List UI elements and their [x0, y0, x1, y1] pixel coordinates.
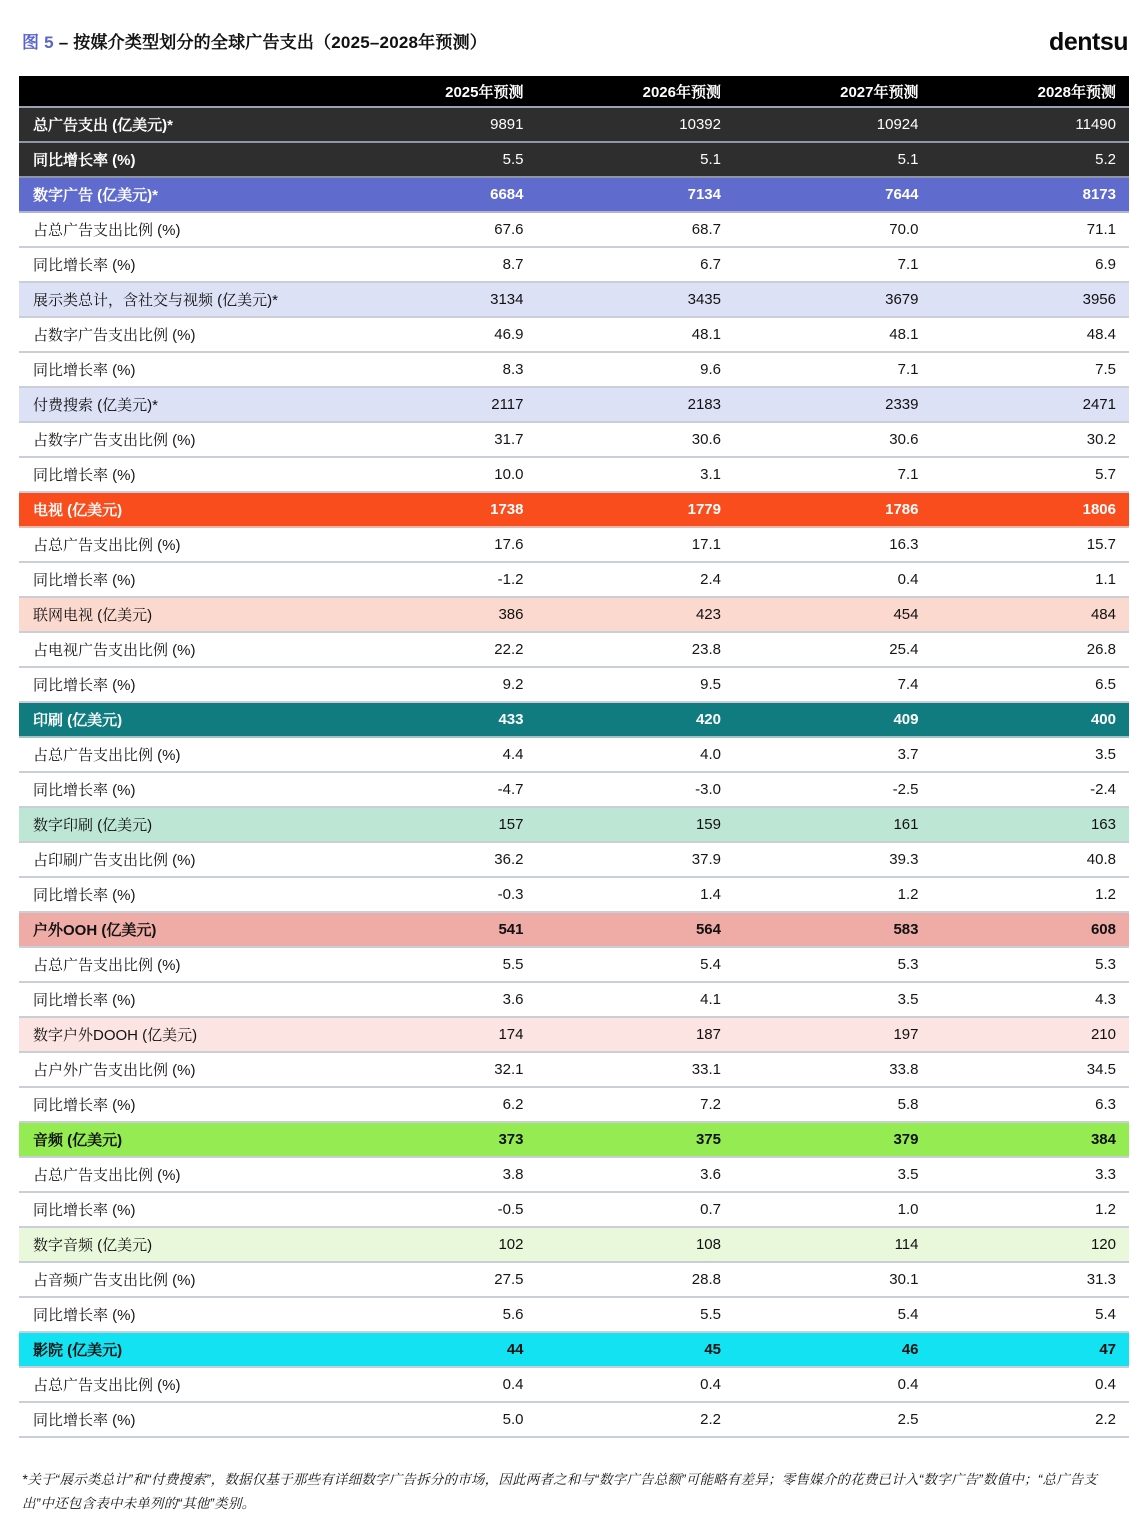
cell-value: 70.0: [734, 213, 932, 248]
row-label: 占总广告支出比例 (%): [19, 213, 339, 248]
cell-value: 4.4: [339, 738, 537, 773]
cell-value: 45: [537, 1333, 735, 1368]
cell-value: 17.6: [339, 528, 537, 563]
cell-value: 608: [932, 913, 1130, 948]
table-row: [19, 1053, 1129, 1088]
row-label: 户外OOH (亿美元): [19, 913, 339, 948]
row-label: 占总广告支出比例 (%): [19, 948, 339, 983]
cell-value: 7.2: [537, 1088, 735, 1123]
cell-value: 3.8: [339, 1158, 537, 1193]
cell-value: 30.6: [734, 423, 932, 458]
cell-value: 0.4: [932, 1368, 1130, 1403]
cell-value: 210: [932, 1018, 1130, 1053]
figure-header: [19, 24, 1129, 55]
row-label: 占数字广告支出比例 (%): [19, 318, 339, 353]
cell-value: 3.5: [734, 1158, 932, 1193]
cell-value: 16.3: [734, 528, 932, 563]
cell-value: 1.2: [734, 878, 932, 913]
table-row: [19, 248, 1129, 283]
cell-value: 6.9: [932, 248, 1130, 283]
cell-value: 1.0: [734, 1193, 932, 1228]
cell-value: 2.4: [537, 563, 735, 598]
column-header-blank: [19, 76, 339, 108]
cell-value: 7644: [734, 178, 932, 213]
row-label: 电视 (亿美元): [19, 493, 339, 528]
cell-value: 8173: [932, 178, 1130, 213]
cell-value: 68.7: [537, 213, 735, 248]
row-label: 占电视广告支出比例 (%): [19, 633, 339, 668]
cell-value: 5.5: [339, 143, 537, 178]
cell-value: 187: [537, 1018, 735, 1053]
dentsu-logo: dentsu: [1049, 28, 1128, 56]
cell-value: -0.5: [339, 1193, 537, 1228]
table-row: [19, 843, 1129, 878]
cell-value: 47: [932, 1333, 1130, 1368]
cell-value: 2183: [537, 388, 735, 423]
row-label: 同比增长率 (%): [19, 353, 339, 388]
cell-value: 9.5: [537, 668, 735, 703]
cell-value: 5.7: [932, 458, 1130, 493]
cell-value: 22.2: [339, 633, 537, 668]
table-row: [19, 178, 1129, 213]
cell-value: 9.2: [339, 668, 537, 703]
cell-value: 4.0: [537, 738, 735, 773]
cell-value: 420: [537, 703, 735, 738]
cell-value: 409: [734, 703, 932, 738]
table-row: [19, 213, 1129, 248]
cell-value: 46: [734, 1333, 932, 1368]
cell-value: -3.0: [537, 773, 735, 808]
cell-value: 5.0: [339, 1403, 537, 1438]
footnote: *关于“展示类总计”和“付费搜索”，数据仅基于那些有详细数字广告拆分的市场，因此两者之和与“数字广告总额”可能略有差异；零售媒介的花费已计入“数字广告”数值中；“总广告支出”中还包含表中未单列的“其他”类别。: [22, 1472, 1098, 1511]
cell-value: 36.2: [339, 843, 537, 878]
cell-value: 0.4: [734, 563, 932, 598]
cell-value: 23.8: [537, 633, 735, 668]
cell-value: 6.3: [932, 1088, 1130, 1123]
cell-value: 564: [537, 913, 735, 948]
cell-value: 7134: [537, 178, 735, 213]
table-row: [19, 388, 1129, 423]
cell-value: 3.6: [537, 1158, 735, 1193]
cell-value: 5.4: [932, 1298, 1130, 1333]
table-row: [19, 1263, 1129, 1298]
cell-value: 46.9: [339, 318, 537, 353]
cell-value: 3.5: [734, 983, 932, 1018]
cell-value: 3.5: [932, 738, 1130, 773]
cell-value: 30.2: [932, 423, 1130, 458]
row-label: 数字音频 (亿美元): [19, 1228, 339, 1263]
row-label: 影院 (亿美元): [19, 1333, 339, 1368]
cell-value: 157: [339, 808, 537, 843]
row-label: 同比增长率 (%): [19, 983, 339, 1018]
cell-value: 163: [932, 808, 1130, 843]
table-row: [19, 1088, 1129, 1123]
row-label: 占总广告支出比例 (%): [19, 1368, 339, 1403]
table-row: [19, 1403, 1129, 1438]
cell-value: 2471: [932, 388, 1130, 423]
row-label: 数字印刷 (亿美元): [19, 808, 339, 843]
cell-value: 48.4: [932, 318, 1130, 353]
cell-value: 8.7: [339, 248, 537, 283]
cell-value: 120: [932, 1228, 1130, 1263]
cell-value: 11490: [932, 108, 1130, 143]
cell-value: 159: [537, 808, 735, 843]
figure-title-text: – 按媒介类型划分的全球广告支出（2025–2028年预测）: [53, 33, 487, 52]
cell-value: 7.1: [734, 353, 932, 388]
table-row: [19, 913, 1129, 948]
cell-value: 373: [339, 1123, 537, 1158]
cell-value: 102: [339, 1228, 537, 1263]
cell-value: 3.7: [734, 738, 932, 773]
cell-value: 37.9: [537, 843, 735, 878]
table-row: [19, 773, 1129, 808]
cell-value: 32.1: [339, 1053, 537, 1088]
row-label: 同比增长率 (%): [19, 773, 339, 808]
cell-value: 6684: [339, 178, 537, 213]
cell-value: 30.6: [537, 423, 735, 458]
cell-value: 6.7: [537, 248, 735, 283]
cell-value: 484: [932, 598, 1130, 633]
row-label: 占印刷广告支出比例 (%): [19, 843, 339, 878]
column-header-year: 2028年预测: [932, 76, 1130, 108]
cell-value: 44: [339, 1333, 537, 1368]
cell-value: 33.8: [734, 1053, 932, 1088]
cell-value: -2.4: [932, 773, 1130, 808]
cell-value: 39.3: [734, 843, 932, 878]
row-label: 同比增长率 (%): [19, 1403, 339, 1438]
row-label: 数字户外DOOH (亿美元): [19, 1018, 339, 1053]
table-row: [19, 598, 1129, 633]
cell-value: 6.2: [339, 1088, 537, 1123]
cell-value: 4.1: [537, 983, 735, 1018]
cell-value: 161: [734, 808, 932, 843]
row-label: 占音频广告支出比例 (%): [19, 1263, 339, 1298]
column-header-year: 2025年预测: [339, 76, 537, 108]
cell-value: 3.3: [932, 1158, 1130, 1193]
cell-value: 541: [339, 913, 537, 948]
cell-value: 4.3: [932, 983, 1130, 1018]
cell-value: 0.4: [734, 1368, 932, 1403]
table-row: [19, 878, 1129, 913]
cell-value: 1779: [537, 493, 735, 528]
cell-value: -1.2: [339, 563, 537, 598]
table-row: [19, 808, 1129, 843]
cell-value: 379: [734, 1123, 932, 1158]
row-label: 同比增长率 (%): [19, 668, 339, 703]
cell-value: 31.7: [339, 423, 537, 458]
row-label: 音频 (亿美元): [19, 1123, 339, 1158]
cell-value: 5.5: [339, 948, 537, 983]
cell-value: 5.4: [537, 948, 735, 983]
ad-spend-table: [19, 76, 1129, 1438]
header-row: [19, 76, 1129, 108]
cell-value: 1.1: [932, 563, 1130, 598]
column-header-year: 2027年预测: [734, 76, 932, 108]
cell-value: 174: [339, 1018, 537, 1053]
cell-value: -0.3: [339, 878, 537, 913]
figure-title: [22, 28, 487, 53]
cell-value: 1.2: [932, 1193, 1130, 1228]
row-label: 同比增长率 (%): [19, 1298, 339, 1333]
cell-value: 2117: [339, 388, 537, 423]
cell-value: 1738: [339, 493, 537, 528]
cell-value: 197: [734, 1018, 932, 1053]
row-label: 同比增长率 (%): [19, 1193, 339, 1228]
cell-value: 3.6: [339, 983, 537, 1018]
cell-value: 5.6: [339, 1298, 537, 1333]
cell-value: 28.8: [537, 1263, 735, 1298]
table-row: [19, 143, 1129, 178]
cell-value: 6.5: [932, 668, 1130, 703]
cell-value: 9.6: [537, 353, 735, 388]
row-label: 同比增长率 (%): [19, 878, 339, 913]
cell-value: 48.1: [734, 318, 932, 353]
cell-value: 3679: [734, 283, 932, 318]
cell-value: 583: [734, 913, 932, 948]
cell-value: 3435: [537, 283, 735, 318]
table-row: [19, 318, 1129, 353]
cell-value: 5.2: [932, 143, 1130, 178]
table-row: [19, 703, 1129, 738]
cell-value: 1786: [734, 493, 932, 528]
table-row: [19, 353, 1129, 388]
table-row: [19, 1228, 1129, 1263]
table-row: [19, 738, 1129, 773]
row-label: 占数字广告支出比例 (%): [19, 423, 339, 458]
row-label: 同比增长率 (%): [19, 458, 339, 493]
cell-value: 9891: [339, 108, 537, 143]
table-row: [19, 1018, 1129, 1053]
table-header: [19, 76, 1129, 108]
cell-value: 5.5: [537, 1298, 735, 1333]
cell-value: 454: [734, 598, 932, 633]
row-label: 印刷 (亿美元): [19, 703, 339, 738]
cell-value: 423: [537, 598, 735, 633]
row-label: 同比增长率 (%): [19, 248, 339, 283]
table-row: [19, 108, 1129, 143]
cell-value: 1.2: [932, 878, 1130, 913]
row-label: 占户外广告支出比例 (%): [19, 1053, 339, 1088]
cell-value: 15.7: [932, 528, 1130, 563]
cell-value: 10392: [537, 108, 735, 143]
row-label: 占总广告支出比例 (%): [19, 528, 339, 563]
table-row: [19, 983, 1129, 1018]
cell-value: 3.1: [537, 458, 735, 493]
table-row: [19, 1158, 1129, 1193]
cell-value: 10924: [734, 108, 932, 143]
table-row: [19, 633, 1129, 668]
cell-value: 3956: [932, 283, 1130, 318]
table-row: [19, 948, 1129, 983]
cell-value: 7.1: [734, 248, 932, 283]
row-label: 展示类总计，含社交与视频 (亿美元)*: [19, 283, 339, 318]
cell-value: 7.5: [932, 353, 1130, 388]
table-row: [19, 493, 1129, 528]
cell-value: 2.2: [932, 1403, 1130, 1438]
cell-value: 5.1: [537, 143, 735, 178]
cell-value: 108: [537, 1228, 735, 1263]
row-label: 总广告支出 (亿美元)*: [19, 108, 339, 143]
cell-value: 433: [339, 703, 537, 738]
cell-value: 2.2: [537, 1403, 735, 1438]
table-row: [19, 1333, 1129, 1368]
cell-value: 40.8: [932, 843, 1130, 878]
cell-value: 400: [932, 703, 1130, 738]
cell-value: 0.4: [339, 1368, 537, 1403]
table-row: [19, 668, 1129, 703]
cell-value: 0.4: [537, 1368, 735, 1403]
cell-value: 26.8: [932, 633, 1130, 668]
cell-value: 25.4: [734, 633, 932, 668]
row-label: 同比增长率 (%): [19, 563, 339, 598]
cell-value: 27.5: [339, 1263, 537, 1298]
table-row: [19, 1123, 1129, 1158]
table-row: [19, 1368, 1129, 1403]
cell-value: 375: [537, 1123, 735, 1158]
table-row: [19, 528, 1129, 563]
cell-value: 33.1: [537, 1053, 735, 1088]
cell-value: 5.8: [734, 1088, 932, 1123]
cell-value: 5.1: [734, 143, 932, 178]
cell-value: 5.3: [932, 948, 1130, 983]
cell-value: 386: [339, 598, 537, 633]
cell-value: 30.1: [734, 1263, 932, 1298]
cell-value: 114: [734, 1228, 932, 1263]
table-row: [19, 1193, 1129, 1228]
cell-value: -2.5: [734, 773, 932, 808]
cell-value: 5.3: [734, 948, 932, 983]
cell-value: 10.0: [339, 458, 537, 493]
cell-value: 7.4: [734, 668, 932, 703]
cell-value: 48.1: [537, 318, 735, 353]
cell-value: 3134: [339, 283, 537, 318]
row-label: 占总广告支出比例 (%): [19, 1158, 339, 1193]
table-row: [19, 563, 1129, 598]
row-label: 联网电视 (亿美元): [19, 598, 339, 633]
cell-value: 0.7: [537, 1193, 735, 1228]
row-label: 同比增长率 (%): [19, 143, 339, 178]
cell-value: 7.1: [734, 458, 932, 493]
cell-value: 34.5: [932, 1053, 1130, 1088]
figure-number: 图 5: [22, 33, 54, 52]
cell-value: 67.6: [339, 213, 537, 248]
cell-value: -4.7: [339, 773, 537, 808]
cell-value: 8.3: [339, 353, 537, 388]
cell-value: 17.1: [537, 528, 735, 563]
table-body: [19, 108, 1129, 1438]
cell-value: 1.4: [537, 878, 735, 913]
table-row: [19, 283, 1129, 318]
row-label: 数字广告 (亿美元)*: [19, 178, 339, 213]
cell-value: 71.1: [932, 213, 1130, 248]
row-label: 占总广告支出比例 (%): [19, 738, 339, 773]
row-label: 付费搜索 (亿美元)*: [19, 388, 339, 423]
cell-value: 2.5: [734, 1403, 932, 1438]
cell-value: 2339: [734, 388, 932, 423]
row-label: 同比增长率 (%): [19, 1088, 339, 1123]
cell-value: 384: [932, 1123, 1130, 1158]
cell-value: 31.3: [932, 1263, 1130, 1298]
cell-value: 5.4: [734, 1298, 932, 1333]
cell-value: 1806: [932, 493, 1130, 528]
table-row: [19, 458, 1129, 493]
column-header-year: 2026年预测: [537, 76, 735, 108]
table-row: [19, 1298, 1129, 1333]
table-row: [19, 423, 1129, 458]
